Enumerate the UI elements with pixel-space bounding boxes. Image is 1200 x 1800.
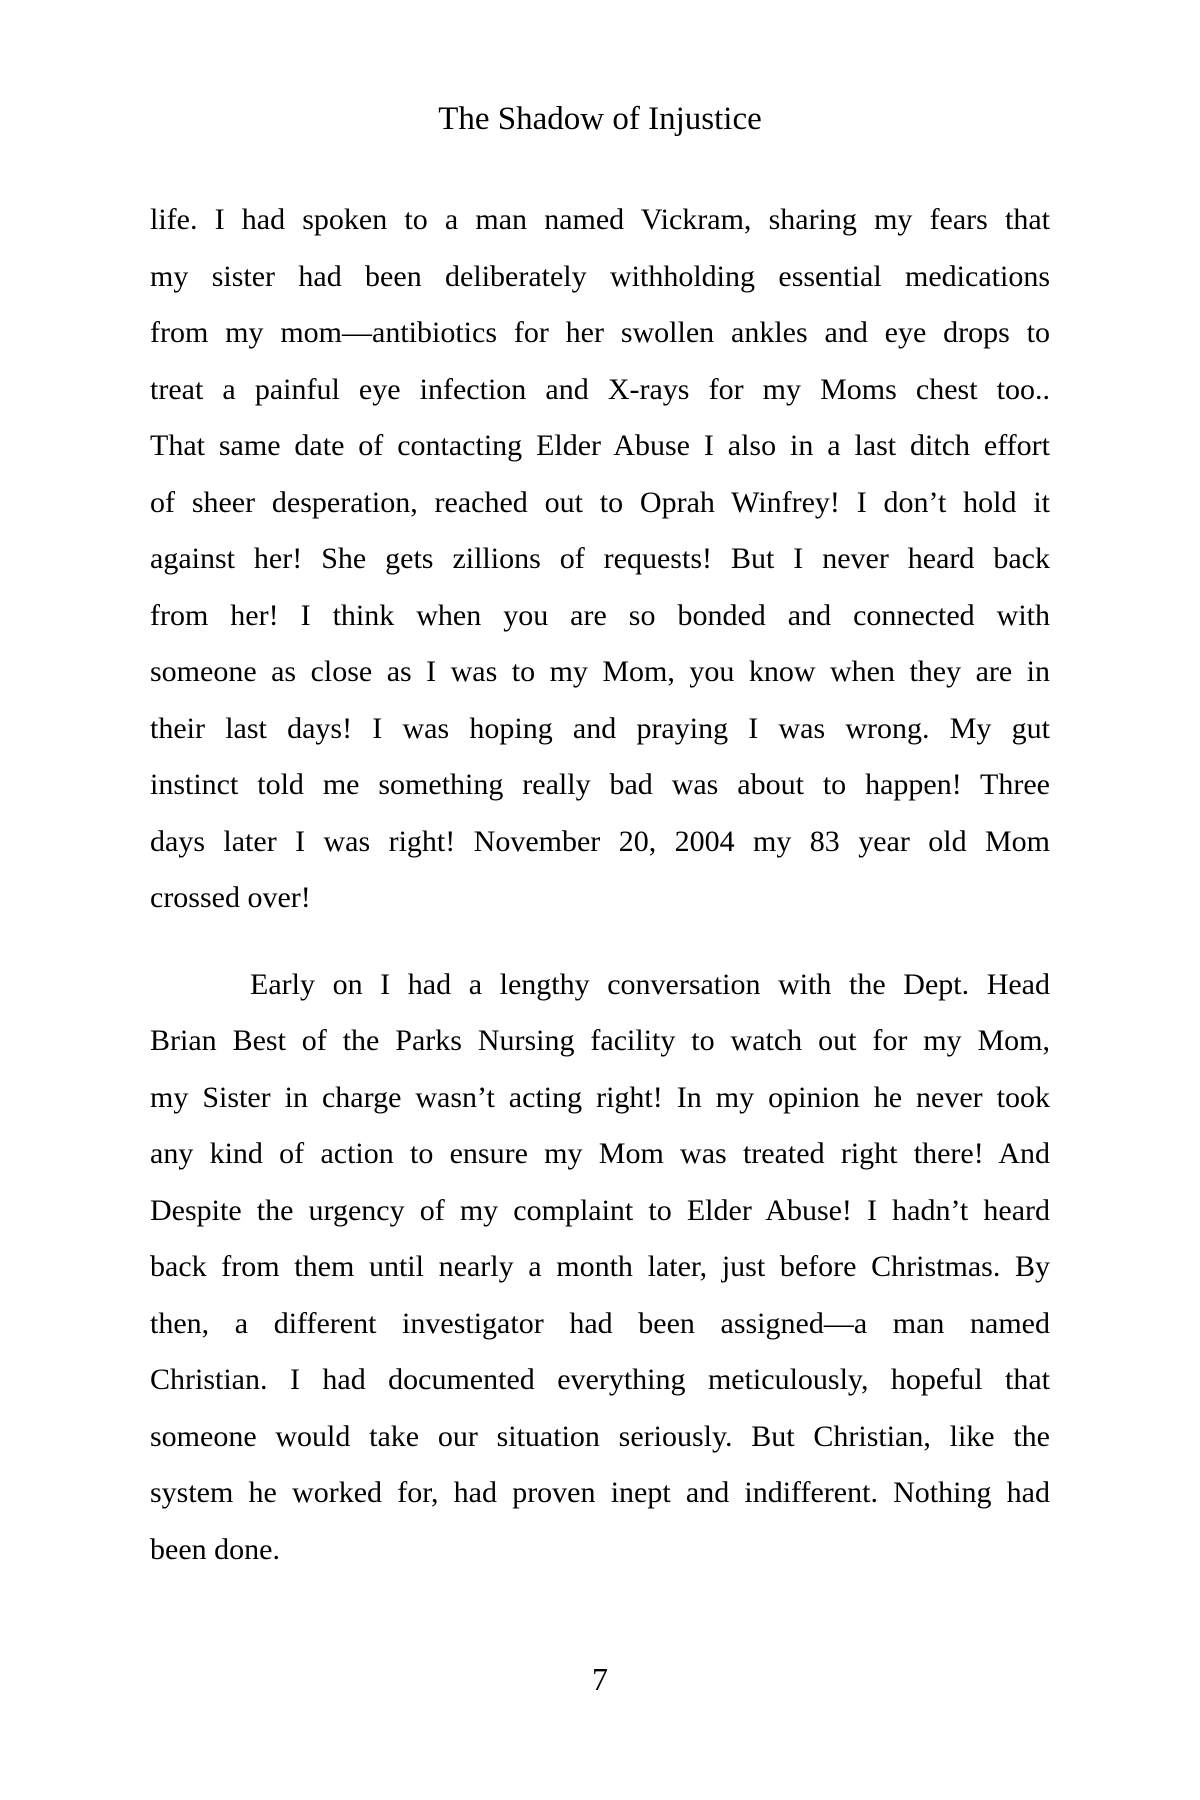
paragraph-2 xyxy=(150,957,1050,1579)
text-line: my Sister in charge wasn’t acting right! In my opinion he never took xyxy=(150,1080,1050,1114)
text-line: any kind of action to ensure my Mom was treated right there! And xyxy=(150,1137,1050,1170)
text-line: been done. xyxy=(150,1532,280,1566)
text-line: treat a painful eye infection and X-rays for my Moms chest too.. xyxy=(150,372,1050,406)
page-number: 7 xyxy=(592,1661,608,1697)
text-line: Despite the urgency of my complaint to Elder Abuse! I hadn’t heard xyxy=(150,1193,1050,1227)
text-line: from her! I think when you are so bonded and connected with xyxy=(150,598,1050,632)
text-line: days later I was right! November 20, 2004 my 83 year old Mom xyxy=(150,824,1050,858)
paragraph-1 xyxy=(150,192,1050,927)
text-line: then, a different investigator had been assigned—a man named xyxy=(150,1306,1050,1340)
page-body-text xyxy=(150,192,1050,1578)
text-line: Brian Best of the Parks Nursing facility to watch out for my Mom, xyxy=(150,1024,1050,1057)
text-line: instinct told me something really bad was about to happen! Three xyxy=(150,768,1050,801)
chapter-title: The Shadow of Injustice xyxy=(438,101,762,137)
text-line: from my mom—antibiotics for her swollen ankles and eye drops to xyxy=(150,316,1050,349)
text-line: of sheer desperation, reached out to Oprah Winfrey! I don’t hold it xyxy=(150,485,1050,519)
text-line: Early on I had a lengthy conversation with the Dept. Head xyxy=(250,967,1050,1001)
text-line: against her! She gets zillions of requests! But I never heard back xyxy=(150,542,1050,575)
text-line: system he worked for, had proven inept and indifferent. Nothing had xyxy=(150,1476,1050,1509)
text-line: That same date of contacting Elder Abuse I also in a last ditch effort xyxy=(150,429,1050,462)
text-line: someone would take our situation seriously. But Christian, like the xyxy=(150,1419,1050,1453)
text-line: back from them until nearly a month later, just before Christmas. By xyxy=(150,1250,1050,1283)
text-line: my sister had been deliberately withholding essential medications xyxy=(150,259,1050,293)
text-line: life. I had spoken to a man named Vickram, sharing my fears that xyxy=(150,203,1050,236)
text-line: someone as close as I was to my Mom, you know when they are in xyxy=(150,655,1050,688)
text-line: their last days! I was hoping and praying I was wrong. My gut xyxy=(150,711,1050,745)
text-line: Christian. I had documented everything meticulously, hopeful that xyxy=(150,1363,1050,1396)
text-line: crossed over! xyxy=(150,881,311,914)
